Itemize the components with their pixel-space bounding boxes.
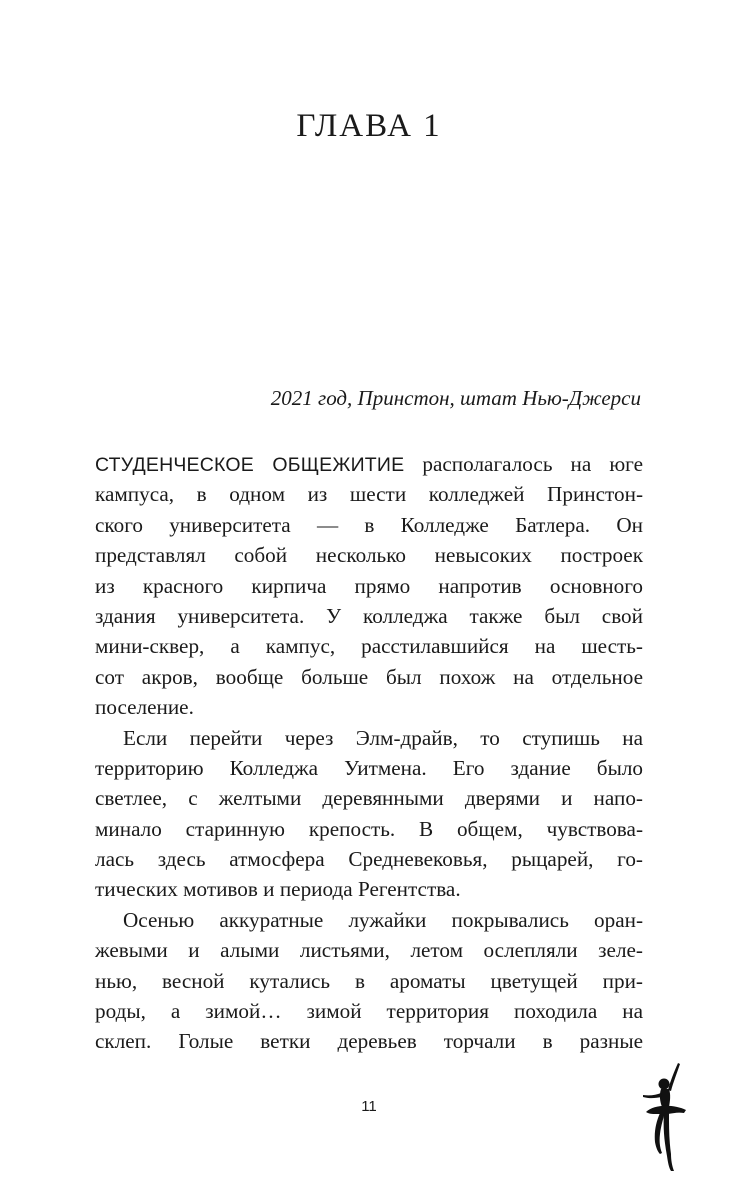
- text-line: минало старинную крепость. В общем, чувствова-: [95, 816, 643, 841]
- text-line: сот акров, вообще больше был похож на отдельное: [95, 664, 643, 689]
- text-line: Если перейти через Элм-драйв, то ступишь на: [123, 725, 643, 750]
- text-line: лась здесь атмосфера Средневековья, рыцарей, го-: [95, 847, 643, 872]
- chapter-title: ГЛАВА 1: [296, 108, 442, 144]
- text-line: представлял собой несколько невысоких построек: [95, 543, 643, 568]
- text-line-rest: располагалось на юге: [404, 452, 643, 476]
- text-line: здания университета. У колледжа также был свой: [95, 603, 643, 628]
- epigraph: 2021 год, Принстон, штат Нью-Джерси: [270, 386, 641, 410]
- lead-in-smallcaps: СТУДЕНЧЕСКОЕ ОБЩЕЖИТИЕ: [95, 454, 405, 476]
- text-line: Осенью аккуратные лужайки покрывались оран-: [123, 907, 643, 932]
- text-line: тических мотивов и периода Регентства.: [95, 877, 461, 902]
- text-line: из красного кирпича прямо напротив основного: [95, 573, 643, 598]
- body-text: [95, 449, 643, 1057]
- text-line: мини-сквер, а кампус, расстилавшийся на шесть-: [95, 634, 643, 659]
- text-line: жевыми и алыми листьями, летом ослепляли зеле-: [95, 938, 643, 963]
- text-line: поселение.: [95, 695, 194, 720]
- text-line: кампуса, в одном из шести колледжей Принстон-: [95, 482, 643, 507]
- text-line: нью, весной кутались в ароматы цветущей при-: [95, 968, 643, 993]
- text-line: светлее, с желтыми деревянными дверями и напо-: [95, 786, 643, 811]
- ballerina-icon: [634, 1060, 698, 1172]
- text-line: ского университета — в Колледже Батлера. Он: [95, 512, 643, 537]
- page-number: 11: [361, 1098, 377, 1115]
- text-line: [95, 449, 643, 479]
- text-line: роды, а зимой… зимой территория походила на: [95, 999, 643, 1024]
- text-line: склеп. Голые ветки деревьев торчали в разные: [95, 1029, 643, 1054]
- text-line: территорию Колледжа Уитмена. Его здание было: [95, 755, 643, 780]
